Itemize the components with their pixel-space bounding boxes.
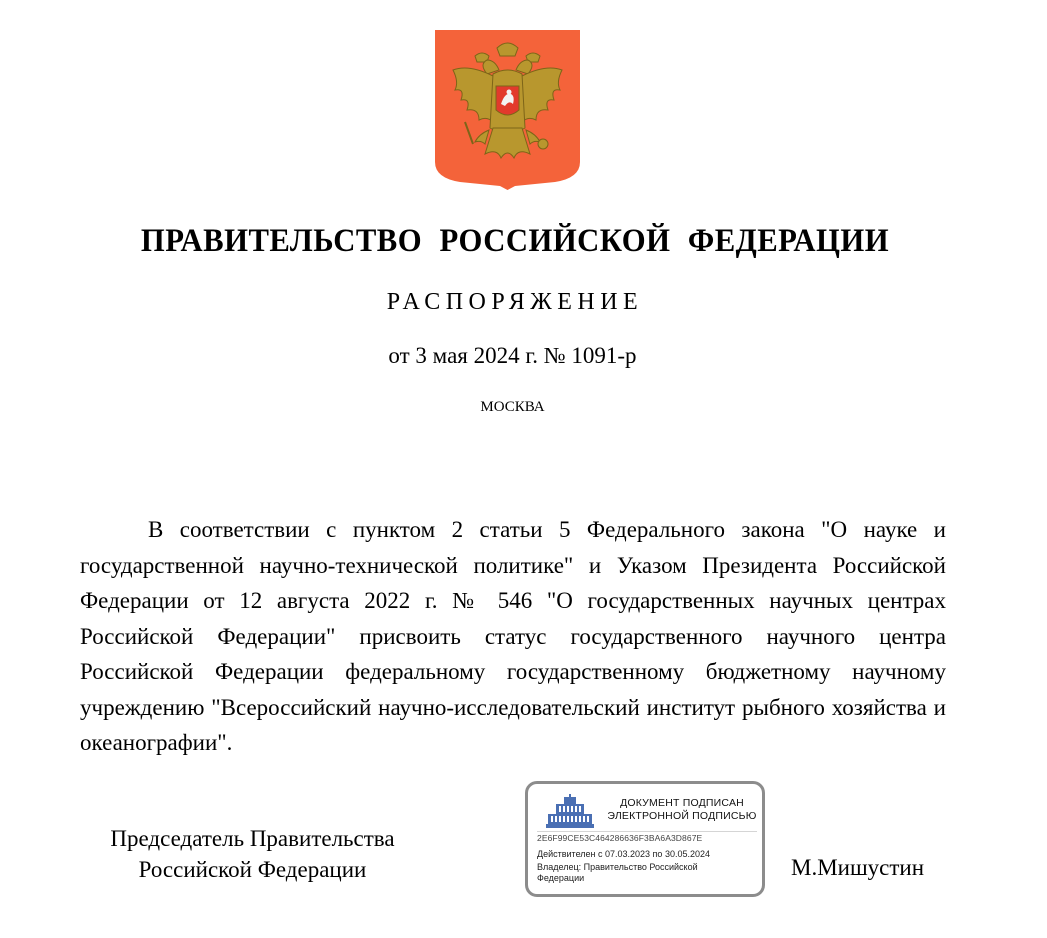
- document-type: РАСПОРЯЖЕНИЕ: [386, 289, 644, 315]
- signer-name: М.Мишустин: [791, 855, 925, 880]
- organization-title: ПРАВИТЕЛЬСТВО РОССИЙСКОЙ ФЕДЕРАЦИИ: [140, 223, 890, 259]
- electronic-signature-stamp: [525, 781, 765, 897]
- certificate-validity: Действителен с 07.03.2023 по 30.05.2024: [537, 849, 710, 859]
- stamp-divider: [537, 831, 757, 832]
- coat-of-arms-icon: [435, 30, 580, 190]
- signer-position-line2: Российской Федерации: [138, 857, 367, 882]
- certificate-serial: 2E6F99CE53C464286636F3BA6A3D867E: [537, 833, 703, 843]
- government-building-icon: [538, 794, 604, 830]
- stamp-heading: [598, 797, 766, 823]
- certificate-owner: Владелец: Правительство Российской Федерации: [537, 862, 698, 883]
- order-paragraph: В соответствии с пунктом 2 статьи 5 Федерального закона "О науке и государственной научно-технической политике" и Указом Президента Российской Федерации от 12 августа 2022 г. № 546 "О государственных научных центрах Российской Федерации" присвоить статус государственного научного центра Российской Федерации федеральному государственному бюджетному научному учреждению "Всероссийский научно-исследовательский институт рыбного хозяйства и океанографии".: [80, 517, 946, 755]
- document-city: МОСКВА: [480, 399, 545, 415]
- signer-position: [80, 823, 425, 885]
- stamp-heading-line2: ЭЛЕКТРОННОЙ ПОДПИСЬЮ: [607, 810, 757, 822]
- document-date-number: от 3 мая 2024 г. № 1091-р: [388, 343, 637, 368]
- signer-position-line1: Председатель Правительства: [110, 826, 395, 851]
- stamp-heading-line1: ДОКУМЕНТ ПОДПИСАН: [620, 797, 744, 809]
